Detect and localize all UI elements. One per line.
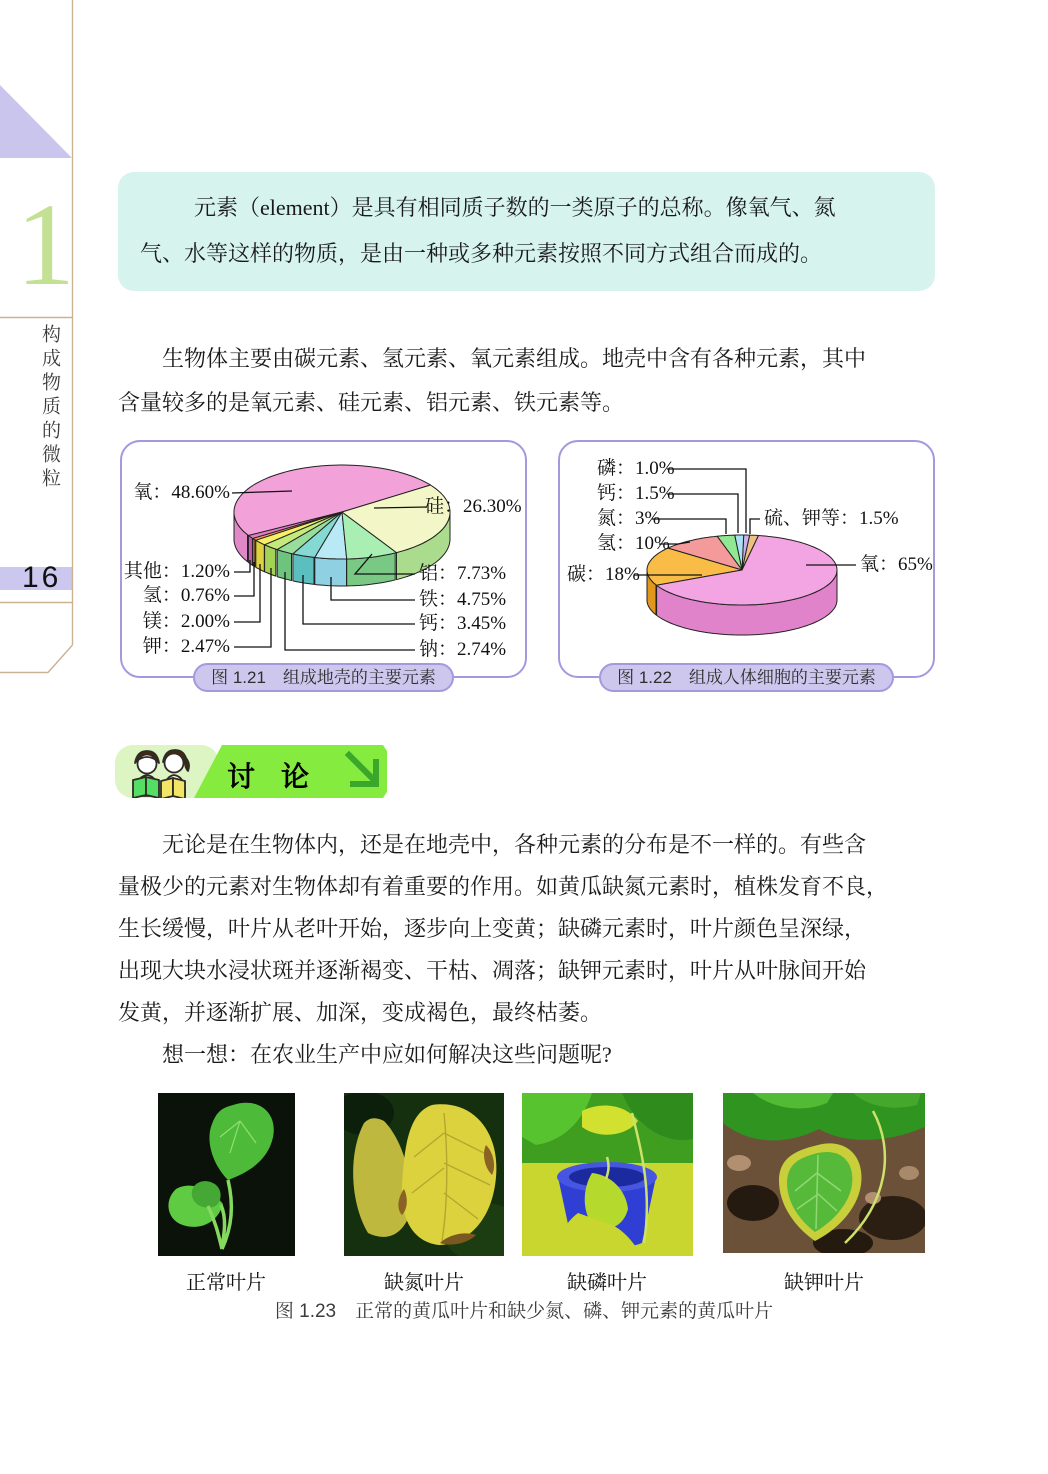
corner-triangle — [0, 85, 72, 158]
photo-caption: 缺氮叶片 — [384, 1272, 464, 1294]
photo-nitrogen-deficient-leaf — [344, 1093, 504, 1256]
page-number: 16 — [22, 561, 62, 594]
text-line: 发黄，并逐渐扩展、加深，变成褐色，最终枯萎。 — [118, 1000, 603, 1025]
discussion-paragraph — [118, 824, 958, 1076]
pie-label-hydrogen: 氢：0.76% — [142, 585, 230, 606]
chapter-number: 1 — [16, 179, 75, 310]
pie-chart-crust — [234, 465, 450, 586]
definition-line: 元素（element）是具有相同质子数的一类原子的总称。像氧气、氮 — [194, 195, 836, 220]
pie-label-sodium: 钠：2.74% — [419, 639, 507, 660]
pie-label-aluminum: 铝：7.73% — [419, 563, 507, 584]
pie-label-oxygen: 氧：48.60% — [133, 482, 230, 503]
pie-label-carbon: 碳：18% — [567, 564, 640, 585]
figure-caption-pill — [560, 663, 933, 692]
text-line: 生物体主要由碳元素、氢元素、氧元素组成。地壳中含有各种元素，其中 — [162, 346, 867, 371]
text-line: 量极少的元素对生物体却有着重要的作用。如黄瓜缺氮元素时，植株发育不良， — [118, 874, 889, 899]
pie-label-other: 其他：1.20% — [123, 561, 230, 582]
think-line: 想一想：在农业生产中应如何解决这些问题呢? — [162, 1042, 612, 1067]
text-line: 无论是在生物体内，还是在地壳中，各种元素的分布是不一样的。有些含 — [162, 832, 867, 857]
pie-label-sulfur: 硫、钾等：1.5% — [764, 508, 899, 529]
chapter-title-vertical: 构成物质的微粒 — [39, 324, 60, 492]
pie-label-hydrogen: 氢：10% — [597, 533, 670, 554]
photo-potassium-deficient-leaf — [723, 1093, 925, 1253]
pie-label-calcium: 钙：1.5% — [597, 483, 675, 504]
definition-line: 气、水等这样的物质，是由一种或多种元素按照不同方式组合而成的。 — [140, 241, 823, 266]
intro-paragraph — [118, 337, 948, 425]
pie-label-iron: 铁：4.75% — [419, 589, 507, 610]
pie-label-nitrogen: 氮：3% — [597, 508, 661, 529]
pie-chart-body — [647, 535, 837, 635]
figure-1-22-box — [558, 440, 935, 687]
photo-normal-leaf — [158, 1093, 295, 1256]
pie-label-potassium: 钾：2.47% — [142, 636, 230, 657]
photo-caption: 正常叶片 — [186, 1272, 266, 1294]
figure-1-23-caption: 图 1.23 正常的黄瓜叶片和缺少氮、磷、钾元素的黄瓜叶片 — [274, 1301, 774, 1322]
text-line: 出现大块水浸状斑并逐渐褐变、干枯、凋落；缺钾元素时，叶片从叶脉间开始 — [118, 958, 867, 983]
photo-caption: 缺磷叶片 — [567, 1272, 647, 1294]
pie-label-silicon: 硅：26.30% — [425, 496, 522, 517]
pie-label-oxygen: 氧：65% — [860, 554, 933, 575]
pie-label-calcium: 钙：3.45% — [419, 613, 507, 634]
text-line: 含量较多的是氧元素、硅元素、铝元素、铁元素等。 — [118, 390, 625, 415]
figure-1-22-caption: 图 1.22 组成人体细胞的主要元素 — [599, 663, 894, 692]
text-line: 生长缓慢，叶片从老叶开始，逐步向上变黄；缺磷元素时，叶片颜色呈深绿， — [118, 916, 867, 941]
pie-label-magnesium: 镁：2.00% — [142, 611, 230, 632]
discussion-banner — [115, 745, 387, 798]
discussion-title: 讨论 — [227, 761, 336, 792]
figure-1-21-caption: 图 1.21 组成地壳的主要元素 — [193, 663, 454, 692]
figure-1-21-box — [120, 440, 527, 687]
photo-phosphorus-deficient-leaf — [522, 1093, 693, 1256]
pie-label-phosphorus: 磷：1.0% — [597, 458, 675, 479]
definition-box — [118, 172, 935, 291]
photo-caption: 缺钾叶片 — [784, 1272, 864, 1294]
figure-caption-pill — [122, 663, 525, 692]
